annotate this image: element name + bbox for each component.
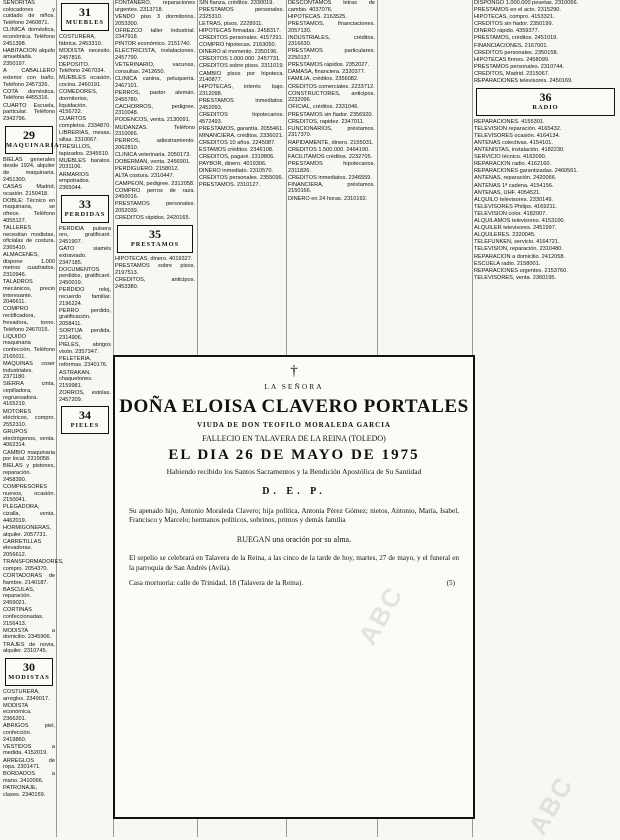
section-heading-box: [476, 88, 615, 116]
classified-ad: CREDITOS 10 años. 2245087.: [199, 139, 276, 146]
classified-ad: PERDIGUERO. 2158012.: [115, 166, 180, 173]
classified-ad: MODISTA económica. 2366201.: [3, 702, 32, 723]
classified-ad: GATO siamés extraviado. 2347185.: [59, 246, 111, 266]
funeral-paragraph: El sepelio se celebrará en Talavera de la Reina, a las cinco de la tarde de hoy, martes, 27 de mayo, y el funeral en la parroquia de San Andrés (Avila).: [129, 554, 459, 572]
classified-ad: PRESTAMOS hipotecarios. 2311826.: [288, 160, 375, 174]
classified-ad: PRESTAMOS, garantía. 2055461.: [199, 125, 284, 132]
classified-ad: PRESTAMOS rápidos. 2352027.: [288, 62, 370, 69]
classified-ad: PRESTAMOS en el acto. 2315290.: [474, 7, 561, 14]
classified-ad: HIPOTECAS firmes. 2458099.: [474, 56, 550, 63]
classified-ad: TRAJES de novia, alquiler. 2310745.: [3, 641, 55, 655]
classified-ad: MINANCIERA, créditos. 2336021.: [199, 132, 284, 139]
classified-ad: CREDITOS, anticipos. 2453380.: [115, 276, 195, 290]
classified-ad: PAYBOR, dinero. 4019306.: [199, 161, 267, 168]
classified-ad: CREDITOS sin fiador. 2350199.: [474, 21, 554, 28]
classified-ad: TALADROS mecánicos, precio interesante. 2046611.: [3, 279, 55, 306]
section-number: 31: [79, 5, 91, 19]
classified-ad: PERDIDA pulsera oro, gratificaré. 2451907.: [59, 225, 111, 246]
classified-ad: PELETERIA, reformas. 2340176.: [59, 355, 108, 369]
classified-ad: PRESTAMOS. 2310127.: [199, 182, 261, 189]
classified-ad: VETERINARIO, vacunas, consultas. 2412650.: [115, 62, 195, 75]
mortuary-address: [115, 579, 473, 587]
classified-ad: CREDITOS personales. 2350158.: [474, 49, 559, 56]
classified-ad: LIBRERIAS, mesas, sillas. 2310067.: [59, 130, 111, 143]
classified-ad: TELEFUNKEN, servicio. 4164721.: [474, 239, 560, 246]
classified-ad: SEÑORITAS colocadores y cuidado de niños. Teléfono 2460871.: [3, 0, 55, 27]
classified-ad: GRUPOS electrógenos, venta. 4062314.: [3, 429, 55, 449]
classified-ad: MODISTA necesito. 2457816.: [59, 47, 111, 61]
classified-ad: MUEBLES baratos. 2031106.: [59, 157, 111, 171]
classifieds-column-1: [3, 0, 64, 837]
classified-ad: COSTURERA, fábrica. 2453310.: [59, 34, 103, 47]
classified-ad: COMPRO hipotecas. 2163050.: [199, 42, 277, 49]
classified-ad: CONSTRUCTORES, anticipos. 2232096.: [288, 90, 375, 104]
section-title: PERDIDAS: [64, 210, 106, 218]
classified-ad: OFREZCO taller industrial. 2347918.: [115, 27, 195, 41]
classified-ad: PODENCOS, venta. 2130091.: [115, 117, 191, 124]
classified-ad: HIPOTECAS, interés bajo. 2312098.: [199, 84, 284, 98]
cross-icon: †: [290, 363, 298, 379]
classified-ad: HABITACION alquilo amueblada. 2350197.: [3, 47, 55, 68]
section-number: 30: [23, 659, 35, 674]
classified-ad: COMPRESORES nuevos, ocasión. 2150041.: [3, 483, 55, 504]
classified-ad: ANTENISTAS, instalación. 4182230.: [474, 147, 565, 154]
classified-ad: CREDITOS inmediatos. 2346559.: [288, 174, 372, 181]
prayer-request: RUEGAN una oración por su alma.: [236, 535, 352, 545]
classifieds-column-2: [59, 0, 111, 430]
watermark: ABC: [522, 770, 580, 840]
widow-line: VIUDA DE DON TEOFILO MORALEDA GARCIA: [197, 421, 391, 429]
classified-ad: DOCUMENTOS perdidos, gratificaré. 2450019.: [59, 266, 111, 287]
classified-ad: ASTRAKAN, chaquetones. 2159981.: [59, 369, 93, 389]
classified-ad: BORDADOS a mano. 2410066.: [3, 771, 55, 785]
family-paragraph: Su apenado hijo, Antonio Moraleda Clavero; hija política, Antonia Pérez Gómez; nietos, Antonio, María, Isabel, Francisco y Marcelo; hermanos políticos, sobrinos, primos y demás familia: [129, 507, 459, 525]
classified-ad: DINERO en 24 horas. 2310192.: [288, 195, 368, 202]
classified-ad: PRESTAMOS, créditos. 2451019.: [474, 35, 558, 42]
classified-ad: CREDITOS comerciales. 2233712.: [288, 83, 375, 90]
section-title: RADIO: [532, 103, 559, 111]
section-heading-box: [5, 126, 60, 154]
death-date: EL DIA 26 DE MAYO DE 1975: [168, 447, 420, 463]
classified-ad: ESTAMOS créditos. 2346108.: [199, 147, 274, 154]
classified-ad: SIN fianza, créditos. 2330019.: [199, 0, 274, 6]
classified-ad: ELECTRICISTA, instalaciones. 2457790.: [115, 48, 195, 62]
section-heading-box: [5, 658, 53, 686]
section-title: MAQUINARIA: [6, 141, 60, 149]
classified-ad: PRESTAMOS personales. 2052039.: [115, 201, 195, 215]
section-number: 29: [23, 127, 35, 142]
classified-ad: CREDITOS personales. 4157291.: [199, 35, 284, 42]
classified-ad: MAQUINAS coser industriales. 2371180.: [3, 360, 55, 381]
classified-ad: CAMBIO maquinaria por local. 2319058.: [3, 449, 55, 463]
classified-ad: PRESTAMOS sobre pisos. 2197513.: [115, 263, 195, 276]
classified-ad: OFICIAL, créditos. 2331046.: [288, 104, 359, 111]
classified-ad: TALLERES necesitan modistas, oficialas de costura. 2365410.: [3, 224, 55, 251]
classified-ad: SORTIJA perdida. 2314906.: [59, 328, 111, 341]
classified-ad: COMEDORES, dormitorios, liquidación. 4156722.: [59, 89, 98, 116]
classified-ad: PERROS, pastor alemán. 2455780.: [115, 89, 195, 103]
classified-ad: FACILITAMOS créditos. 2232705.: [288, 153, 373, 160]
classified-ad: PERRO perdido, gratificación. 2058411.: [59, 307, 111, 328]
classified-ad: VENDO piso 3 dormitorios. 2053300.: [115, 13, 195, 27]
classified-ad: BIELAS y pistones, reparación. 2458390.: [3, 463, 55, 483]
deceased-name: DOÑA ELOISA CLAVERO PORTALES: [119, 396, 469, 417]
classified-ad: ANTENAS, reparación. 2420066.: [474, 175, 557, 182]
classified-ad: BASCULAS, reparación. 2459021.: [3, 586, 35, 607]
classified-ad: CASAS Madrid, ocasión. 2150418.: [3, 183, 55, 197]
classified-ad: CREDITOS 1.500.000. 2464190.: [288, 146, 370, 153]
classified-ad: ARMARIOS empotrados. 2365044.: [59, 171, 91, 191]
classified-ad: PRESTAMOS personales. 2325310.: [199, 7, 284, 20]
classified-ad: CAMBIO pisos por hipoteca. 2140877.: [199, 70, 284, 84]
classified-ad: CREDITOS sobre pisos. 2311019.: [199, 63, 284, 70]
classified-ad: CAMPEON, pedigree. 2312058.: [115, 180, 195, 187]
classified-ad: TELEVISORES Philips. 4169211.: [474, 203, 557, 210]
classified-ad: PERDIDO reloj, recuerdo familiar. 2196224.: [59, 287, 111, 307]
classified-ad: ZORROS, estolas. 2457209.: [59, 390, 111, 403]
classifieds-column-4: [199, 0, 284, 352]
classified-ad: HIPOTECAS, dinero. 4019327.: [115, 255, 193, 262]
classified-ad: ARREGLOS de ropa. 2301471.: [3, 757, 55, 771]
classified-ad: FINANCIACIONES. 2167001.: [474, 42, 548, 49]
obituary-intro: LA SEÑORA: [264, 382, 324, 391]
rip-line: D. E. P.: [262, 486, 326, 497]
classified-ad: TELEVISORES, venta. 2360195.: [474, 274, 557, 281]
classified-ad: COTA doméstica. Teléfono 4455316.: [3, 88, 55, 102]
classified-ad: HIPOTECAS firmadas. 2458317.: [199, 27, 281, 34]
classified-ad: CARRETILLAS elevadoras. 2056612.: [3, 538, 42, 559]
classified-ad: MOTORES eléctricos, compro. 2552310.: [3, 408, 55, 428]
classified-ad: ESCUELA radio. 2158001.: [474, 260, 541, 267]
classified-ad: DAMASA, financiera. 2320377.: [288, 69, 366, 76]
classified-ad: LIQUIDO maquinaria confección. Teléfono 2165011.: [3, 333, 55, 360]
classified-ad: FONTANERO, reparaciones urgentes. 2313718.: [115, 0, 195, 13]
mortuary-address-text: Casa mortuoria: calle de Trinidad, 18 (Talavera de la Reina).: [129, 578, 304, 587]
classified-ad: LETRAS, pisos. 2228911.: [199, 20, 263, 27]
classified-ad: ALQUILAMOS televisores. 4153100.: [474, 218, 566, 225]
classified-ad: DINERO al momento. 2350196.: [199, 49, 278, 56]
classified-ad: ALMACENES, dispone 1.000 metros cuadrados. 2310946.: [3, 252, 55, 279]
classified-ad: FUNCIONARIOS, préstamos. 2317370.: [288, 125, 375, 139]
classifieds-column-5: [288, 0, 375, 352]
section-title: MODISTAS: [8, 673, 50, 681]
classified-ad: DOBERMAN, venta. 2456901.: [115, 159, 191, 166]
classified-ad: PRESTAMOS sin fiador. 2356920.: [288, 111, 374, 118]
section-heading-box: [61, 406, 109, 434]
classified-ad: CREDITOS 1.000.000. 2457731.: [199, 56, 281, 63]
classified-ad: DINERO inmediato. 2310570.: [199, 168, 274, 175]
classified-ad: CUARTO Escuela, particular. Teléfono 2342796.: [3, 102, 55, 122]
classified-ad: CORTINAS confeccionadas. 2156413.: [3, 607, 44, 627]
classified-ad: CLINICA veterinaria. 2050173.: [115, 152, 191, 159]
rites-line: Habiendo recibido los Santos Sacramentos y la Bendición Apostólica de Su Santidad: [166, 467, 422, 476]
classified-ad: DOBLE: Técnico en maquinaria, se ofrece. Teléfono 4055127.: [3, 197, 55, 224]
classified-ad: PRESTAMOS inmediatos. 2452093.: [199, 98, 284, 111]
section-heading-box: [61, 3, 109, 31]
classified-ad: PRESTAMOS particulares. 2250137.: [288, 48, 375, 62]
classified-ad: TELEVISORES ocasión. 4164134.: [474, 132, 561, 139]
classified-ad: REPARACIONES. 4155301.: [474, 118, 545, 125]
classified-ad: ALQUILO televisores. 2330149.: [474, 196, 553, 203]
classified-ad: ANTENAS colectivas. 4154101.: [474, 140, 553, 147]
section-heading-box: [61, 195, 109, 223]
classified-ad: MUEBLES ocasión, cocina. 2460191.: [59, 75, 111, 89]
classified-ad: COMPRO rectificadora, fresadora, torno. Teléfono 2467015.: [3, 306, 55, 333]
classified-ad: TELEVISION, reparación. 2310480.: [474, 246, 563, 253]
section-title: PRESTAMOS: [130, 240, 180, 248]
section-number: 34: [79, 408, 91, 423]
classified-ad: CREDITOS rápidos. 2420165.: [115, 215, 191, 222]
classified-ad: ANTENAS 1ª cadena. 4154156.: [474, 182, 554, 189]
classified-ad: PRESTAMOS personales. 2310744.: [474, 63, 565, 70]
classified-ad: TELEVISION color. 4182007.: [474, 210, 547, 217]
classified-ad: DINERO rápido. 4359377.: [474, 28, 540, 35]
classified-ad: COSTURERA, arreglos. 2349017.: [3, 688, 50, 702]
section-number: 36: [539, 89, 552, 104]
classified-ad: SIERRA cinta, cepilladora, regruesadora. 4165219.: [3, 381, 55, 408]
classified-ad: HIPOTECAS. 2163525.: [288, 13, 347, 20]
classified-ad: PRESTAMOS, financiaciones. 2057130.: [288, 20, 375, 34]
section-number: 35: [149, 226, 161, 241]
classified-ad: CLINICA doméstica, económica. Teléfono 2451398.: [3, 27, 55, 47]
classified-ad: ALQUILER televisores. 2451997.: [474, 225, 557, 232]
classifieds-column-6: [474, 0, 617, 837]
classified-ad: DISPONGO 1.000.000 pesetas. 2310066.: [474, 0, 579, 6]
classified-ad: REPARACIONES urgentes. 2153760.: [474, 267, 568, 274]
classified-ad: TRESILLOS, tapizados. 2345510.: [59, 143, 110, 157]
classified-ad: PERROS, adiestramiento. 2062810.: [115, 138, 195, 152]
classified-ad: CACHORROS, pedigree. 2310048.: [115, 103, 195, 117]
classified-ad: COMPRO perros de raza. 2450016.: [115, 187, 195, 201]
classified-ad: CORTADORAS de fiambre. 2140187.: [3, 572, 55, 586]
classified-ad: DEPOSITO. Teléfono 2467034.: [59, 61, 106, 75]
classified-ad: MUDANZAS. Teléfono 2310066.: [115, 124, 195, 138]
classified-ad: TELEVISION reparación. 4165432.: [474, 125, 562, 132]
classifieds-column-3: [115, 0, 195, 352]
classified-ad: CREDITOS hipotecarios. 4572493.: [199, 111, 284, 125]
classified-ad: CREDITOS, rapidez. 2347011.: [288, 118, 365, 125]
classified-ad: PLEGADORA, cizalla, venta. 4462019.: [3, 504, 55, 524]
obituary-notice: [113, 355, 475, 819]
ad-reference: (5): [446, 578, 455, 587]
section-number: 33: [79, 196, 91, 211]
column-rule: [56, 0, 57, 837]
classified-ad: REPARACION radio. 4162160.: [474, 161, 552, 168]
classified-ad: CREDITOS personales. 2355096.: [199, 175, 284, 182]
classified-ad: A CABALLERO exterior con baño. Teléfono 2457326.: [3, 68, 55, 88]
classified-ad: CUARTOS completos. 2334870.: [59, 116, 111, 130]
classified-ad: VESTIDOS a medida. 4152019.: [3, 743, 55, 757]
classified-ad: ABRIGOS piel, confección. 2419860.: [3, 723, 55, 743]
classified-ad: ANTENAS, UHF. 4054521.: [474, 189, 541, 196]
classified-ad: MODISTA a domicilio. 2345906.: [3, 627, 55, 641]
classified-ad: ALQUILERES. 2320045.: [474, 232, 536, 239]
classified-ad: FINANCIERA, préstamos. 2150166.: [288, 181, 375, 195]
classified-ad: PIELES, abrigos visón. 2357347.: [59, 341, 111, 355]
section-title: MUEBLES: [65, 19, 105, 26]
death-place: FALLECIO EN TALAVERA DE LA REINA (TOLEDO): [202, 434, 386, 443]
classified-ad: CLINICA canina, peluquería. 2467101.: [115, 76, 195, 89]
section-heading-box: [117, 225, 193, 253]
classified-ad: HIPOTECAS, compro. 4153321.: [474, 14, 555, 21]
classified-ad: PATRONAJE, clases. 2340159.: [3, 785, 46, 798]
classified-ad: REPARACIONES garantizadas. 2460561.: [474, 168, 579, 175]
classified-ad: SERVICIO técnico. 4162090.: [474, 154, 547, 161]
classified-ad: REPARACIONES televisores. 2450169.: [474, 78, 573, 85]
classified-ad: CREDITOS, pagaré. 2319806.: [199, 154, 275, 161]
classified-ad: ALTA costura. 2310447.: [115, 173, 175, 180]
classified-ad: DESCONTAMOS letras de cambio. 4037076.: [288, 0, 375, 13]
classified-ad: TRANSFORMADORES, compro. 2054370.: [3, 559, 64, 572]
classified-ad: INDUSTRIALES, créditos. 2316630.: [288, 34, 375, 48]
classified-ad: FAMILIA, créditos. 2356082.: [288, 76, 359, 83]
classified-ad: RAPIDAMENTE, dinero. 2155031.: [288, 139, 374, 146]
classified-ad: REPARACION a domicilio. 2412058.: [474, 253, 565, 260]
classified-ad: BIELAS generales desde 1924, alquiler de maquinaria. 2451300.: [3, 156, 55, 183]
classified-ad: PINTOR económico. 2151740.: [115, 41, 192, 48]
section-title: PIELES: [70, 422, 100, 430]
classified-ad: CREDITOS, Madrid. 2315067.: [474, 70, 550, 77]
classified-ad: HORMIGONERAS, alquiler. 2057731.: [3, 524, 52, 538]
